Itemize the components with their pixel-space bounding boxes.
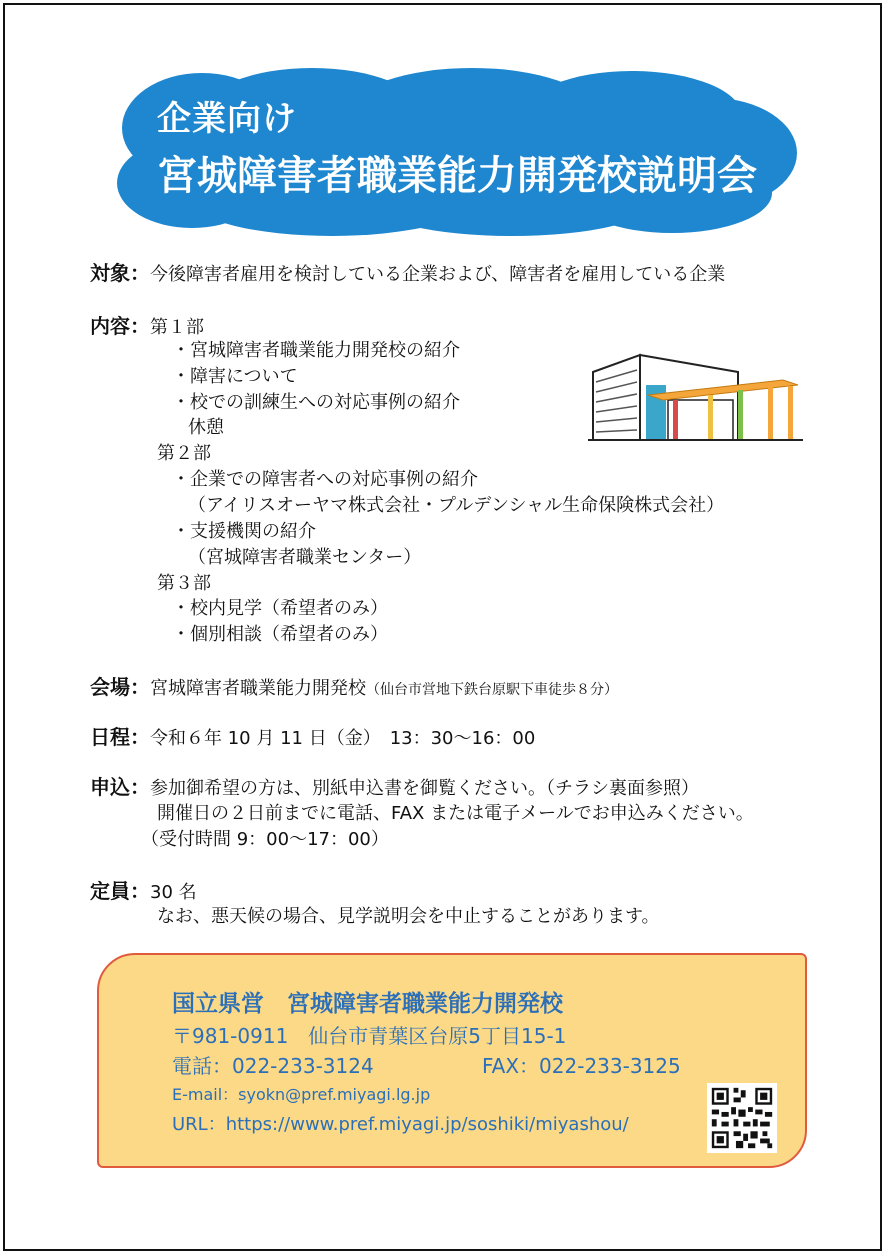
part1-heading: 第１部 — [150, 317, 204, 338]
target-text: 今後障害者雇用を検討している企業および、障害者を雇用している企業 — [150, 264, 726, 285]
target-row — [90, 260, 725, 288]
part3-item: ・個別相談（希望者のみ） — [172, 624, 388, 645]
schedule-label: 日程： — [90, 725, 150, 749]
apply-label: 申込： — [90, 775, 150, 799]
title-line1: 企業向け — [157, 99, 297, 139]
contact-tel: 電話：022-233-3124 — [172, 1054, 374, 1078]
venue-name: 宮城障害者職業能力開発校 — [150, 678, 366, 699]
contact-box — [97, 953, 807, 1168]
content-row — [90, 313, 204, 341]
part2-item: ・企業での障害者への対応事例の紹介 — [172, 469, 478, 490]
venue-label: 会場： — [90, 675, 150, 699]
part1-item: ・宮城障害者職業能力開発校の紹介 — [172, 340, 460, 361]
schedule-row — [90, 724, 535, 752]
apply-line2: 開催日の２日前までに電話、FAX または電子メールでお申込みください。 — [157, 803, 754, 824]
capacity-row — [90, 878, 197, 906]
part1-item: ・校での訓練生への対応事例の紹介 — [172, 392, 460, 413]
venue-row — [90, 674, 618, 703]
part3-item: ・校内見学（希望者のみ） — [172, 598, 388, 619]
part1-item: ・障害について — [172, 366, 298, 387]
part2-item-note: （宮城障害者職業センター） — [188, 547, 422, 568]
capacity-line1: 30 名 — [150, 882, 197, 903]
content-label: 内容： — [90, 314, 150, 338]
apply-row — [90, 774, 699, 802]
apply-line1: 参加御希望の方は、別紙申込書を御覧ください。（チラシ裏面参照） — [150, 778, 699, 799]
part2-heading: 第２部 — [157, 443, 211, 464]
target-label: 対象： — [90, 261, 150, 285]
contact-org: 国立県営 宮城障害者職業能力開発校 — [172, 991, 563, 1017]
school-building-illustration — [588, 350, 803, 445]
schedule-text: 令和６年 10 月 11 日（金） 13：30～16：00 — [150, 728, 536, 749]
contact-fax: FAX：022-233-3125 — [482, 1054, 681, 1078]
part2-item-note: （アイリスオーヤマ株式会社・プルデンシャル生命保険株式会社） — [188, 495, 725, 516]
qr-code-icon[interactable] — [707, 1083, 777, 1153]
contact-url[interactable]: URL：https://www.pref.miyagi.jp/soshiki/miyashou/ — [172, 1114, 629, 1135]
contact-email[interactable]: E-mail：syokn@pref.miyagi.lg.jp — [172, 1085, 431, 1104]
capacity-line2: なお、悪天候の場合、見学説明会を中止することがあります。 — [157, 906, 660, 927]
part3-heading: 第３部 — [157, 573, 211, 594]
title-line2: 宮城障害者職業能力開発校説明会 — [157, 153, 757, 199]
capacity-label: 定員： — [90, 879, 150, 903]
contact-address: 〒981-0911 仙台市青葉区台原5丁目15-1 — [172, 1024, 567, 1048]
part2-item: ・支援機関の紹介 — [172, 521, 316, 542]
apply-line3: （受付時間 9：00～17：00） — [141, 829, 389, 850]
part1-break: 休憩 — [188, 417, 224, 438]
venue-access: （仙台市営地下鉄台原駅下車徒歩８分） — [366, 682, 618, 698]
